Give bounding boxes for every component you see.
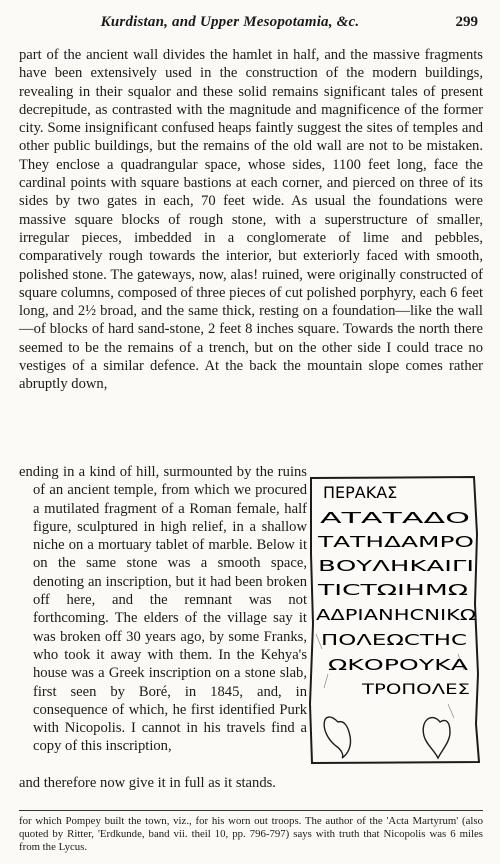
leaf-ornament-right <box>423 718 450 758</box>
wrapped-lead-text: ending in a kind of hill, surmounted <box>19 464 233 480</box>
inscription-line: ΒΟΥΛΗΚΑΙΓΙ <box>318 557 474 575</box>
running-title: Kurdistan, and Upper Mesopotamia, &c. <box>100 14 360 30</box>
main-paragraph <box>19 46 483 394</box>
wrapped-column <box>19 463 307 756</box>
leaf-ornament-left <box>324 717 350 758</box>
inscription-illustration <box>308 474 484 771</box>
inscription-line: ΤΙCΤΩΙΗΜΩ <box>316 581 469 599</box>
page-number: 299 <box>455 14 478 30</box>
inscription-line: ΤΑΤΗΔΑΜΡΟ <box>316 533 474 551</box>
inscription-line: ΤΡΟΠΟΛΕΣ <box>360 682 470 698</box>
inscription-stone-drawing <box>308 474 484 766</box>
inscription-line: ΑΤΑΤΑΔΟ <box>320 509 470 527</box>
inscription-line: ΠΕΡΑΚΑΣ <box>323 483 398 502</box>
inscription-line: ΠΟΛΕΩCΤΗC <box>321 631 467 649</box>
page-header <box>20 14 480 36</box>
footnote-rule <box>19 810 483 811</box>
paragraph-text: part of the ancient wall divides the hamlet in half, and the massive fragments have been extensively used in the construction of the modern buildings, revealing in their squalor and these solid remains significant tales of present decrepitude, as contrasted with the magnitude and magnificence of the former city. Some insignificant confused heaps faintly suggest the sites of temples and other public buildings, but the remains of the old wall are not to be mistaken. They enclose a quadrangular space, whose sides, 1100 feet long, face the cardinal points with square bastions at each corner, and pierced on three of its sides by two gates in each, 70 feet wide. As usual the foundations were massive square blocks of rough stone, with a superstructure of smaller, irregular pieces, imbedded in a conglomerate of lime and pebbles, comparatively rough towards the interior, but exteriorly faced with smooth, polished stone. The gateways, now, alas! ruined, were originally constructed of square columns, composed of three pieces of cut polished porphyry, each 6 feet long, and 2½ broad, and the same thick, resting on a foundation—like the wall—of blocks of hard sand-stone, 2 feet 8 inches square. Towards the north there seemed to be the remains of a trench, but on the other side I could trace no vestiges of a similar defence. At the back the mountain slope comes rather abruptly down, <box>19 47 483 393</box>
inscription-line: ΩΚΟΡΟΥΚΑ <box>328 656 469 674</box>
closing-line: and therefore now give it in full as it stands. <box>19 775 276 791</box>
footnote: for which Pompey built the town, viz., for his worn out troops. The author of the 'Acta Martyrum' (also quoted by Ritter, 'Erdkunde, band vii. theil 10, pp. 796-797) says with truth that Nicopolis was 6 miles from the Lycus. <box>19 815 483 853</box>
wrapped-body-text: by the ruins of an ancient temple, from which we procured a mutilated fragment of a Roman female, half figure, sculptured in high relief, in a shallow niche on a mortuary tablet of marble. Below it on the same stone was a smooth space, denoting an inscription, but it had been broken off here, and the remnant was not forthcoming. The elders of the village say it was broken off 30 years ago, by some Franks, who took it away with them. In the Kehya's house was a Greek inscription on a stone slab, first seen by Boré, in 1845, and, in consequence of which, he first identified Purk with Nicopolis. I cannot in his travels find a copy of this inscription, <box>33 464 307 755</box>
inscription-line: ΑΔΡΙΑΝΗCΝΙΚΩ <box>316 606 477 624</box>
